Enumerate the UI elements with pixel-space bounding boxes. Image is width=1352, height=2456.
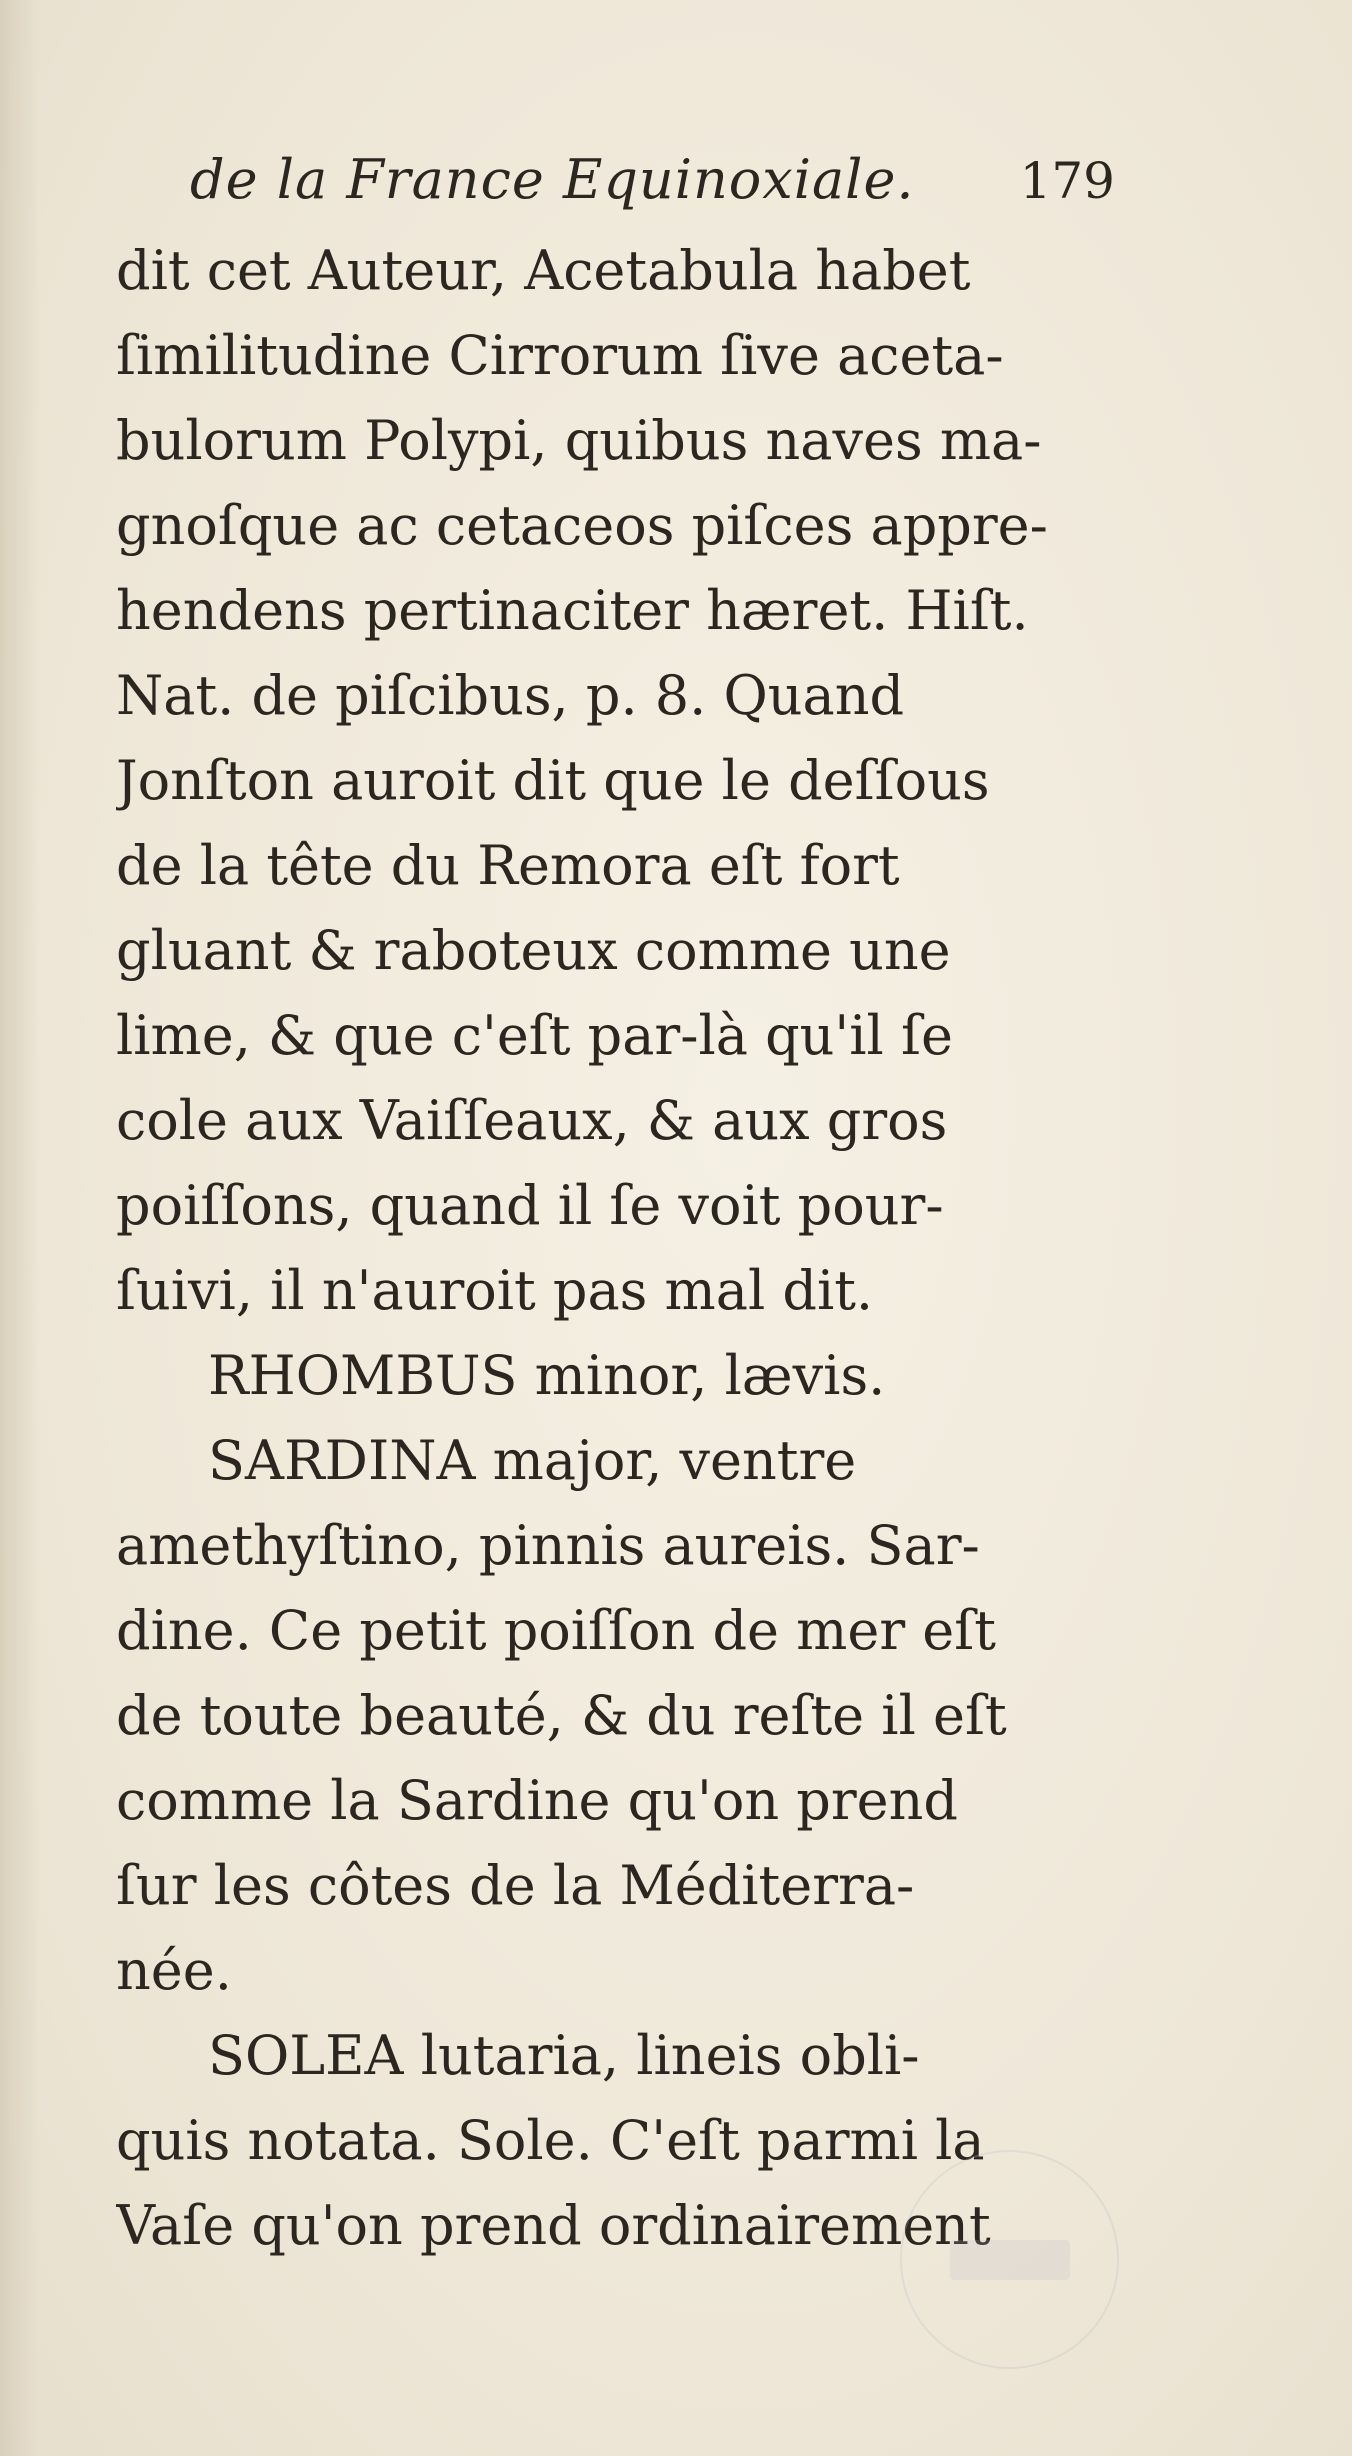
paragraph-start-line: RHOMBUS minor, lævis. [208, 1344, 886, 1407]
text-line: dit cet Auteur, Acetabula habet [116, 239, 971, 302]
text-line: amethyſtino, pinnis aureis. Sar- [116, 1514, 980, 1577]
text-line: Jonſton auroit dit que le deſſous [116, 749, 990, 812]
text-line: poiſſons, quand il ſe voit pour- [116, 1174, 944, 1237]
paragraph-start-line: SOLEA lutaria, lineis obli- [208, 2024, 920, 2087]
text-line: Vaſe qu'on prend ordinairement [116, 2194, 991, 2257]
text-line: née. [116, 1939, 232, 2002]
text-line: quis notata. Sole. C'eſt parmi la [116, 2109, 985, 2172]
stamp-label-block [950, 2240, 1070, 2280]
text-line: Nat. de piſcibus, p. 8. Quand [116, 664, 905, 727]
text-line: de toute beauté, & du reſte il eſt [116, 1684, 1007, 1747]
text-line: bulorum Polypi, quibus naves ma- [116, 409, 1042, 472]
text-line: gluant & raboteux comme une [116, 919, 951, 982]
text-line: dine. Ce petit poiſſon de mer eſt [116, 1599, 996, 1662]
text-line: ſuivi, il n'auroit pas mal dit. [116, 1259, 874, 1322]
paragraph-start-line: SARDINA major, ventre [208, 1429, 857, 1492]
body-text [116, 228, 1116, 2268]
text-line: gnoſque ac cetaceos piſces appre- [116, 494, 1048, 557]
text-line: comme la Sardine qu'on prend [116, 1769, 958, 1832]
text-line: cole aux Vaiſſeaux, & aux gros [116, 1089, 948, 1152]
text-line: lime, & que c'eſt par-là qu'il ſe [116, 1004, 953, 1067]
text-line: ſimilitudine Cirrorum ſive aceta- [116, 324, 1004, 387]
running-title: de la France Equinoxiale. [190, 148, 915, 211]
text-line: hendens pertinaciter hæret. Hiſt. [116, 579, 1029, 642]
text-line: ſur les côtes de la Méditerra- [116, 1854, 915, 1917]
library-stamp-icon [900, 2150, 1119, 2369]
page-number: 179 [1019, 152, 1115, 210]
running-header [190, 148, 1115, 232]
text-line: de la tête du Remora eſt fort [116, 834, 900, 897]
page-gutter-shadow [0, 0, 40, 2456]
